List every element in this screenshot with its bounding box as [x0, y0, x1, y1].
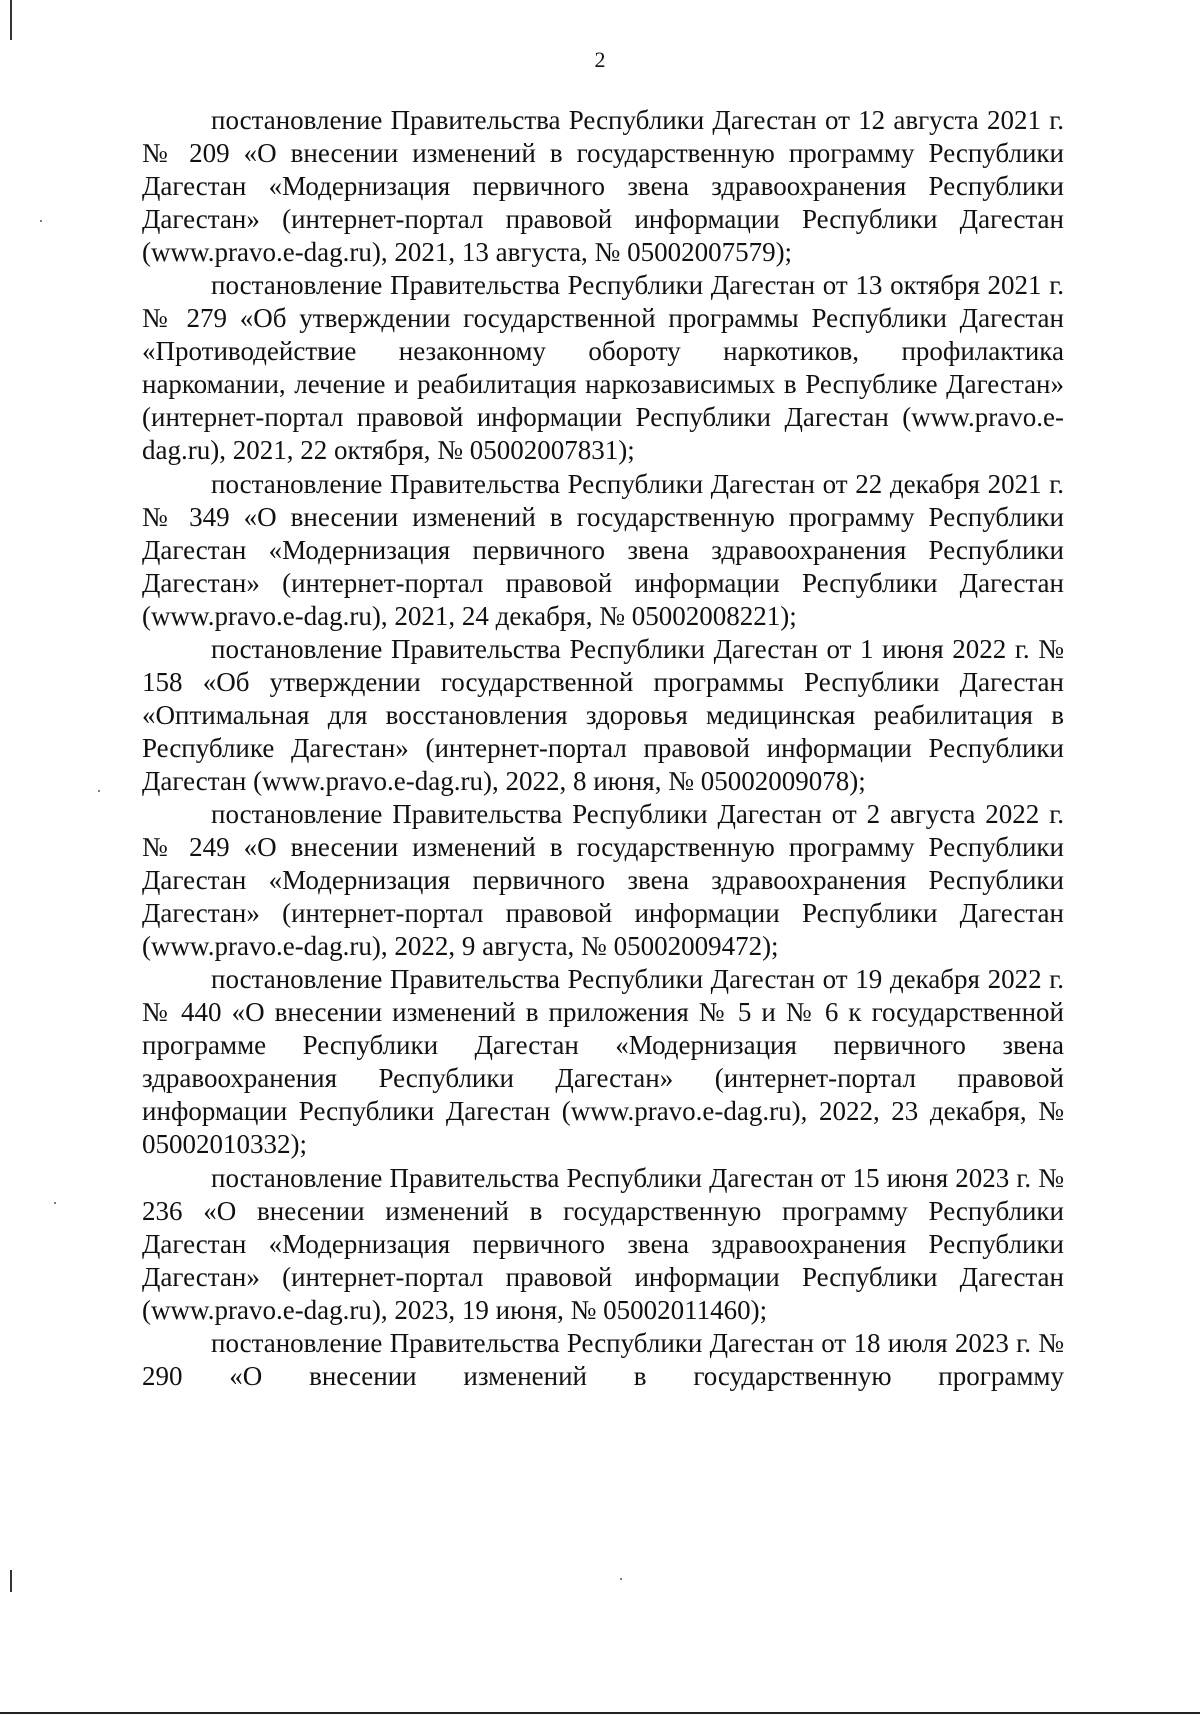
scan-edge-mark — [10, 1570, 12, 1592]
scan-speck — [40, 220, 42, 222]
paragraph-resolution-209: постановление Правительства Республики Дагестан от 12 августа 2021 г. № 209 «О внесении изменений в государственную программу Республики Дагестан «Модернизация первичного звена здравоохранения Республики Дагестан» (интернет-портал правовой информации Республики Дагестан (www.pravo.e-dag.ru), 2021, 13 августа, № 05002007579); — [142, 105, 1064, 268]
paragraph-resolution-249: постановление Правительства Республики Дагестан от 2 августа 2022 г. № 249 «О внесении изменений в государственную программу Республики Дагестан «Модернизация первичного звена здравоохранения Республики Дагестан» (интернет-портал правовой информации Республики Дагестан (www.pravo.e-dag.ru), 2022, 9 августа, № 05002009472); — [142, 798, 1064, 962]
document-body — [142, 104, 1064, 1393]
page-number: 2 — [594, 47, 606, 72]
paragraph-resolution-349: постановление Правительства Республики Дагестан от 22 декабря 2021 г. № 349 «О внесении изменений в государственную программу Республики Дагестан «Модернизация первичного звена здравоохранения Республики Дагестан» (интернет-портал правовой информации Республики Дагестан (www.pravo.e-dag.ru), 2021, 24 декабря, № 05002008221); — [142, 468, 1064, 631]
scan-speck — [98, 790, 100, 792]
paragraph-resolution-236: постановление Правительства Республики Дагестан от 15 июня 2023 г. № 236 «О внесении изменений в государственную программу Республики Дагестан «Модернизация первичного звена здравоохранения Республики Дагестан» (интернет-портал правовой информации Республики Дагестан (www.pravo.e-dag.ru), 2023, 19 июня, № 05002011460); — [142, 1162, 1064, 1325]
paragraph-resolution-279: постановление Правительства Республики Дагестан от 13 октября 2021 г. № 279 «Об утверждении государственной программы Республики Дагестан «Противодействие незаконному обороту наркотиков, профилактика наркомании, лечение и реабилитация наркозависимых в Республике Дагестан» (интернет-портал правовой информации Республики Дагестан (www.pravo.e-dag.ru), 2021, 22 октября, № 05002007831); — [142, 270, 1064, 466]
scan-bottom-edge — [0, 1712, 1200, 1714]
paragraph-resolution-440: постановление Правительства Республики Дагестан от 19 декабря 2022 г. № 440 «О внесении изменений в приложения № 5 и № 6 к государственной программе Республики Дагестан «Модернизация первичного звена здравоохранения Республики Дагестан» (интернет-портал правовой информации Республики Дагестан (www.pravo.e-dag.ru), 2022, 23 декабря, № 05002010332); — [142, 964, 1064, 1160]
paragraph-resolution-290: постановление Правительства Республики Дагестан от 18 июля 2023 г. № 290 «О внесении изменений в государственную программу — [142, 1327, 1064, 1391]
scan-speck — [620, 1578, 622, 1580]
scan-edge-mark — [10, 0, 12, 40]
paragraph-resolution-158: постановление Правительства Республики Дагестан от 1 июня 2022 г. № 158 «Об утверждении государственной программы Республики Дагестан «Оптимальная для восстановления здоровья медицинская реабилитация в Республике Дагестан» (интернет-портал правовой информации Республики Дагестан (www.pravo.e-dag.ru), 2022, 8 июня, № 05002009078); — [142, 633, 1064, 796]
scan-speck — [54, 1202, 56, 1204]
